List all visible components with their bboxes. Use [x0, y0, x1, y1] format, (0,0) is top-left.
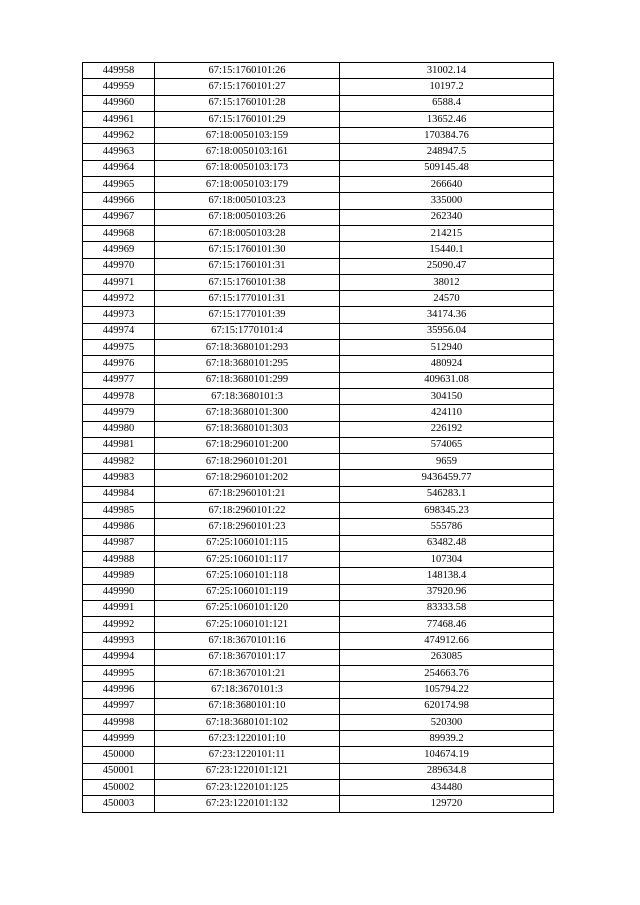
document-page: [82, 62, 553, 813]
records-table-body: [83, 63, 554, 813]
value-cell: 170384.76: [340, 128, 554, 144]
cadastral-number-cell: 67:25:1060101:120: [155, 600, 340, 616]
cadastral-number-cell: 67:18:2960101:201: [155, 454, 340, 470]
row-number-cell: 449975: [83, 340, 155, 356]
row-number-cell: 449968: [83, 225, 155, 241]
value-cell: 409631.08: [340, 372, 554, 388]
value-cell: 214215: [340, 225, 554, 241]
table-row: [83, 454, 554, 470]
value-cell: 248947.5: [340, 144, 554, 160]
cadastral-number-cell: 67:15:1770101:4: [155, 323, 340, 339]
row-number-cell: 449967: [83, 209, 155, 225]
row-number-cell: 449969: [83, 242, 155, 258]
row-number-cell: 449985: [83, 503, 155, 519]
table-row: [83, 519, 554, 535]
cadastral-number-cell: 67:18:0050103:179: [155, 177, 340, 193]
row-number-cell: 449999: [83, 731, 155, 747]
row-number-cell: 449970: [83, 258, 155, 274]
cadastral-number-cell: 67:18:2960101:21: [155, 486, 340, 502]
cadastral-number-cell: 67:18:3680101:10: [155, 698, 340, 714]
table-row: [83, 796, 554, 812]
table-row: [83, 128, 554, 144]
cadastral-number-cell: 67:23:1220101:121: [155, 763, 340, 779]
table-row: [83, 470, 554, 486]
cadastral-number-cell: 67:23:1220101:11: [155, 747, 340, 763]
cadastral-number-cell: 67:18:3680101:102: [155, 714, 340, 730]
value-cell: 10197.2: [340, 79, 554, 95]
value-cell: 263085: [340, 649, 554, 665]
cadastral-number-cell: 67:18:3670101:3: [155, 682, 340, 698]
value-cell: 9436459.77: [340, 470, 554, 486]
table-row: [83, 698, 554, 714]
table-row: [83, 177, 554, 193]
value-cell: 424110: [340, 405, 554, 421]
cadastral-number-cell: 67:18:2960101:23: [155, 519, 340, 535]
table-row: [83, 747, 554, 763]
table-row: [83, 258, 554, 274]
cadastral-number-cell: 67:25:1060101:115: [155, 535, 340, 551]
row-number-cell: 449979: [83, 405, 155, 421]
cadastral-number-cell: 67:15:1760101:27: [155, 79, 340, 95]
table-row: [83, 242, 554, 258]
value-cell: 266640: [340, 177, 554, 193]
row-number-cell: 449993: [83, 633, 155, 649]
value-cell: 6588.4: [340, 95, 554, 111]
row-number-cell: 449962: [83, 128, 155, 144]
value-cell: 107304: [340, 551, 554, 567]
row-number-cell: 449990: [83, 584, 155, 600]
table-row: [83, 649, 554, 665]
table-row: [83, 307, 554, 323]
cadastral-number-cell: 67:15:1760101:31: [155, 258, 340, 274]
cadastral-number-cell: 67:18:0050103:159: [155, 128, 340, 144]
row-number-cell: 449994: [83, 649, 155, 665]
value-cell: 289634.8: [340, 763, 554, 779]
table-row: [83, 388, 554, 404]
value-cell: 15440.1: [340, 242, 554, 258]
value-cell: 474912.66: [340, 633, 554, 649]
value-cell: 546283.1: [340, 486, 554, 502]
value-cell: 574065: [340, 437, 554, 453]
cadastral-number-cell: 67:18:3680101:299: [155, 372, 340, 388]
value-cell: 104674.19: [340, 747, 554, 763]
table-row: [83, 714, 554, 730]
cadastral-number-cell: 67:18:0050103:173: [155, 160, 340, 176]
table-row: [83, 274, 554, 290]
value-cell: 9659: [340, 454, 554, 470]
cadastral-number-cell: 67:23:1220101:132: [155, 796, 340, 812]
cadastral-number-cell: 67:18:3670101:16: [155, 633, 340, 649]
cadastral-number-cell: 67:15:1760101:26: [155, 63, 340, 79]
table-row: [83, 437, 554, 453]
value-cell: 37920.96: [340, 584, 554, 600]
row-number-cell: 449978: [83, 388, 155, 404]
value-cell: 77468.46: [340, 617, 554, 633]
table-row: [83, 421, 554, 437]
row-number-cell: 449965: [83, 177, 155, 193]
row-number-cell: 449998: [83, 714, 155, 730]
table-row: [83, 323, 554, 339]
value-cell: 620174.98: [340, 698, 554, 714]
row-number-cell: 449971: [83, 274, 155, 290]
value-cell: 63482.48: [340, 535, 554, 551]
table-row: [83, 551, 554, 567]
table-row: [83, 780, 554, 796]
value-cell: 89939.2: [340, 731, 554, 747]
row-number-cell: 449981: [83, 437, 155, 453]
value-cell: 129720: [340, 796, 554, 812]
row-number-cell: 450000: [83, 747, 155, 763]
cadastral-number-cell: 67:25:1060101:121: [155, 617, 340, 633]
row-number-cell: 449987: [83, 535, 155, 551]
value-cell: 25090.47: [340, 258, 554, 274]
row-number-cell: 449986: [83, 519, 155, 535]
table-row: [83, 486, 554, 502]
table-row: [83, 617, 554, 633]
table-row: [83, 372, 554, 388]
cadastral-number-cell: 67:18:2960101:22: [155, 503, 340, 519]
table-row: [83, 763, 554, 779]
cadastral-number-cell: 67:15:1770101:39: [155, 307, 340, 323]
row-number-cell: 449995: [83, 665, 155, 681]
table-row: [83, 225, 554, 241]
value-cell: 226192: [340, 421, 554, 437]
row-number-cell: 449959: [83, 79, 155, 95]
table-row: [83, 95, 554, 111]
row-number-cell: 449977: [83, 372, 155, 388]
table-row: [83, 79, 554, 95]
value-cell: 555786: [340, 519, 554, 535]
value-cell: 35956.04: [340, 323, 554, 339]
cadastral-number-cell: 67:18:2960101:202: [155, 470, 340, 486]
table-row: [83, 291, 554, 307]
table-row: [83, 356, 554, 372]
cadastral-number-cell: 67:15:1760101:30: [155, 242, 340, 258]
table-row: [83, 503, 554, 519]
row-number-cell: 449973: [83, 307, 155, 323]
cadastral-number-cell: 67:25:1060101:117: [155, 551, 340, 567]
cadastral-number-cell: 67:18:3670101:17: [155, 649, 340, 665]
cadastral-number-cell: 67:18:3680101:300: [155, 405, 340, 421]
cadastral-number-cell: 67:18:0050103:23: [155, 193, 340, 209]
value-cell: 24570: [340, 291, 554, 307]
cadastral-number-cell: 67:18:3680101:295: [155, 356, 340, 372]
table-row: [83, 633, 554, 649]
value-cell: 105794.22: [340, 682, 554, 698]
cadastral-number-cell: 67:18:3670101:21: [155, 665, 340, 681]
row-number-cell: 449976: [83, 356, 155, 372]
value-cell: 520300: [340, 714, 554, 730]
row-number-cell: 449961: [83, 111, 155, 127]
row-number-cell: 449992: [83, 617, 155, 633]
table-row: [83, 731, 554, 747]
cadastral-number-cell: 67:18:3680101:303: [155, 421, 340, 437]
value-cell: 148138.4: [340, 568, 554, 584]
cadastral-number-cell: 67:18:0050103:28: [155, 225, 340, 241]
table-row: [83, 209, 554, 225]
row-number-cell: 449960: [83, 95, 155, 111]
cadastral-number-cell: 67:15:1760101:29: [155, 111, 340, 127]
value-cell: 304150: [340, 388, 554, 404]
table-row: [83, 340, 554, 356]
table-row: [83, 568, 554, 584]
table-row: [83, 193, 554, 209]
row-number-cell: 449997: [83, 698, 155, 714]
table-row: [83, 144, 554, 160]
table-row: [83, 160, 554, 176]
value-cell: 335000: [340, 193, 554, 209]
cadastral-number-cell: 67:25:1060101:119: [155, 584, 340, 600]
cadastral-number-cell: 67:15:1760101:28: [155, 95, 340, 111]
cadastral-number-cell: 67:15:1770101:31: [155, 291, 340, 307]
row-number-cell: 449980: [83, 421, 155, 437]
table-row: [83, 600, 554, 616]
value-cell: 254663.76: [340, 665, 554, 681]
records-table: [82, 62, 554, 813]
value-cell: 434480: [340, 780, 554, 796]
table-row: [83, 405, 554, 421]
value-cell: 13652.46: [340, 111, 554, 127]
value-cell: 31002.14: [340, 63, 554, 79]
row-number-cell: 449984: [83, 486, 155, 502]
row-number-cell: 450001: [83, 763, 155, 779]
cadastral-number-cell: 67:18:3680101:293: [155, 340, 340, 356]
table-row: [83, 584, 554, 600]
cadastral-number-cell: 67:18:0050103:161: [155, 144, 340, 160]
row-number-cell: 450003: [83, 796, 155, 812]
row-number-cell: 449983: [83, 470, 155, 486]
row-number-cell: 450002: [83, 780, 155, 796]
row-number-cell: 449963: [83, 144, 155, 160]
value-cell: 262340: [340, 209, 554, 225]
value-cell: 34174.36: [340, 307, 554, 323]
cadastral-number-cell: 67:15:1760101:38: [155, 274, 340, 290]
table-row: [83, 63, 554, 79]
row-number-cell: 449996: [83, 682, 155, 698]
row-number-cell: 449972: [83, 291, 155, 307]
row-number-cell: 449974: [83, 323, 155, 339]
row-number-cell: 449966: [83, 193, 155, 209]
table-row: [83, 665, 554, 681]
cadastral-number-cell: 67:25:1060101:118: [155, 568, 340, 584]
row-number-cell: 449991: [83, 600, 155, 616]
row-number-cell: 449988: [83, 551, 155, 567]
row-number-cell: 449964: [83, 160, 155, 176]
row-number-cell: 449989: [83, 568, 155, 584]
value-cell: 512940: [340, 340, 554, 356]
value-cell: 83333.58: [340, 600, 554, 616]
value-cell: 698345.23: [340, 503, 554, 519]
row-number-cell: 449982: [83, 454, 155, 470]
cadastral-number-cell: 67:23:1220101:125: [155, 780, 340, 796]
cadastral-number-cell: 67:18:0050103:26: [155, 209, 340, 225]
table-row: [83, 111, 554, 127]
cadastral-number-cell: 67:18:2960101:200: [155, 437, 340, 453]
table-row: [83, 682, 554, 698]
row-number-cell: 449958: [83, 63, 155, 79]
value-cell: 480924: [340, 356, 554, 372]
table-row: [83, 535, 554, 551]
cadastral-number-cell: 67:18:3680101:3: [155, 388, 340, 404]
value-cell: 509145.48: [340, 160, 554, 176]
value-cell: 38012: [340, 274, 554, 290]
cadastral-number-cell: 67:23:1220101:10: [155, 731, 340, 747]
